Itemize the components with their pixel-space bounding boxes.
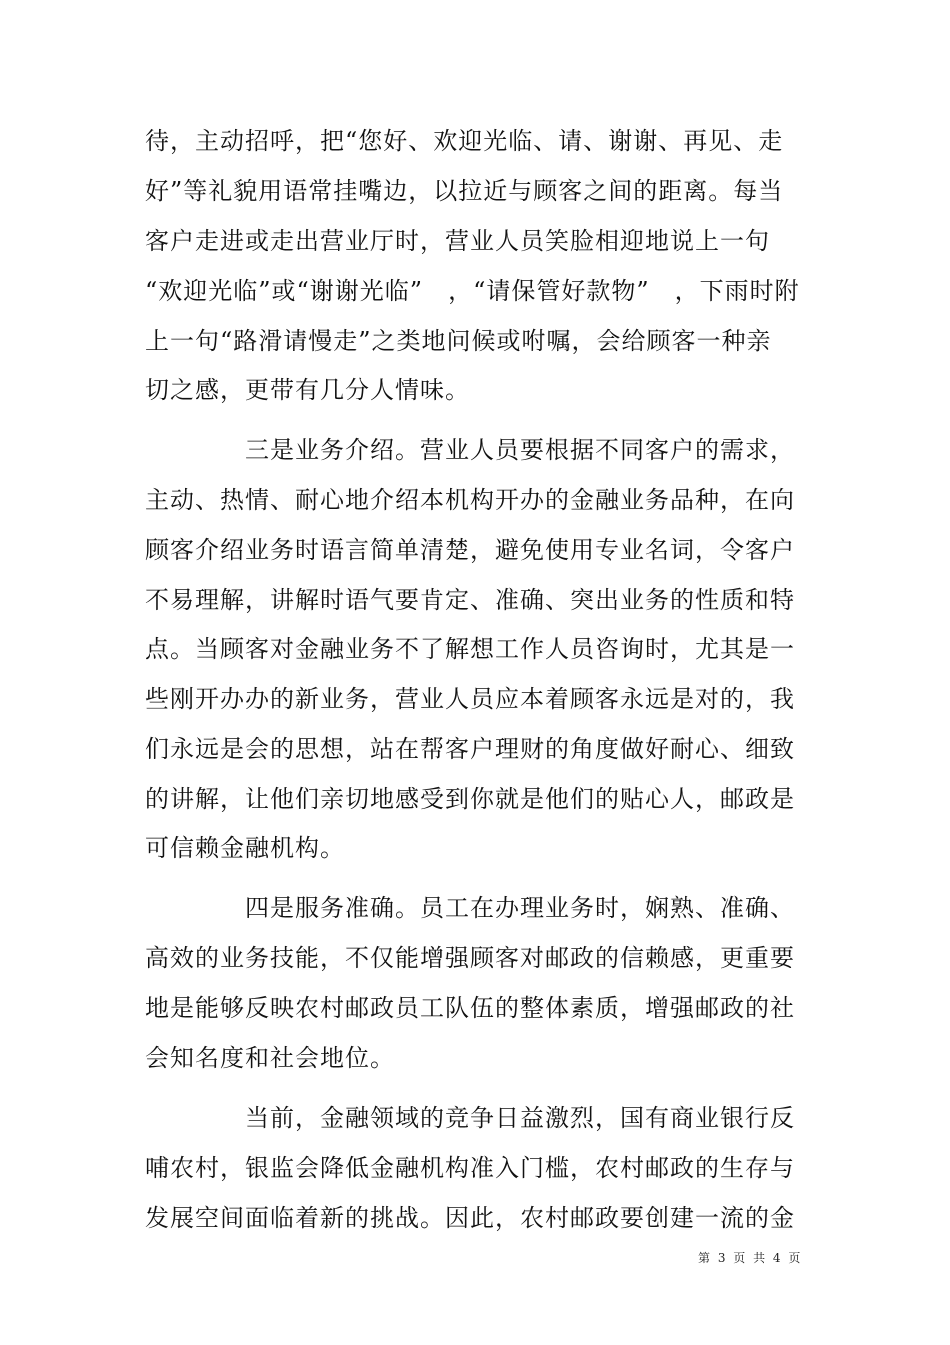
text-line: 会知名度和社会地位。 (145, 1044, 395, 1072)
text-line: 发展空间面临着新的挑战。因此，农村邮政要创建一流的金 (145, 1204, 795, 1232)
paragraph-start-line: 三是业务介绍。营业人员要根据不同客户的需求， (245, 436, 795, 464)
text-line: 上一句“路滑请慢走”之类地问候或咐嘱，会给顾客一种亲 (145, 327, 772, 355)
text-line: 主动、热情、耐心地介绍本机构开办的金融业务品种，在向 (145, 486, 795, 514)
text-line: 待，主动招呼，把“您好、欢迎光临、请、谢谢、再见、走 (145, 127, 784, 155)
text-line: 们永远是会的思想，站在帮客户理财的角度做好耐心、细致 (145, 735, 795, 763)
text-line: 点。当顾客对金融业务不了解想工作人员咨询时，尤其是一 (145, 635, 795, 663)
paragraph-start-line: 当前，金融领域的竞争日益激烈，国有商业银行反 (245, 1104, 795, 1132)
paragraph-start-line: 四是服务准确。员工在办理业务时，娴熟、准确、 (245, 894, 795, 922)
text-line: 顾客介绍业务时语言简单清楚，避免使用专业名词，令客户 (145, 536, 795, 564)
text-line: 些刚开办办的新业务，营业人员应本着顾客永远是对的，我 (145, 685, 795, 713)
text-line: 高效的业务技能，不仅能增强顾客对邮政的信赖感，更重要 (145, 944, 795, 972)
text-line: 客户走进或走出营业厅时，营业人员笑脸相迎地说上一句 (145, 227, 770, 255)
text-line: 不易理解，讲解时语气要肯定、准确、突出业务的性质和特 (145, 586, 795, 614)
text-line: 切之感，更带有几分人情味。 (145, 376, 470, 404)
text-line: 哺农村，银监会降低金融机构准入门槛，农村邮政的生存与 (145, 1154, 795, 1182)
page-number-footer: 第 3 页 共 4 页 (698, 1251, 803, 1265)
text-line: “欢迎光临”或“谢谢光临” ，“请保管好款物” ，下雨时附 (145, 277, 800, 305)
text-line: 地是能够反映农村邮政员工队伍的整体素质，增强邮政的社 (145, 994, 795, 1022)
text-line: 可信赖金融机构。 (145, 834, 345, 862)
text-line: 好”等礼貌用语常挂嘴边，以拉近与顾客之间的距离。每当 (145, 177, 784, 205)
text-line: 的讲解，让他们亲切地感受到你就是他们的贴心人，邮政是 (145, 785, 795, 813)
